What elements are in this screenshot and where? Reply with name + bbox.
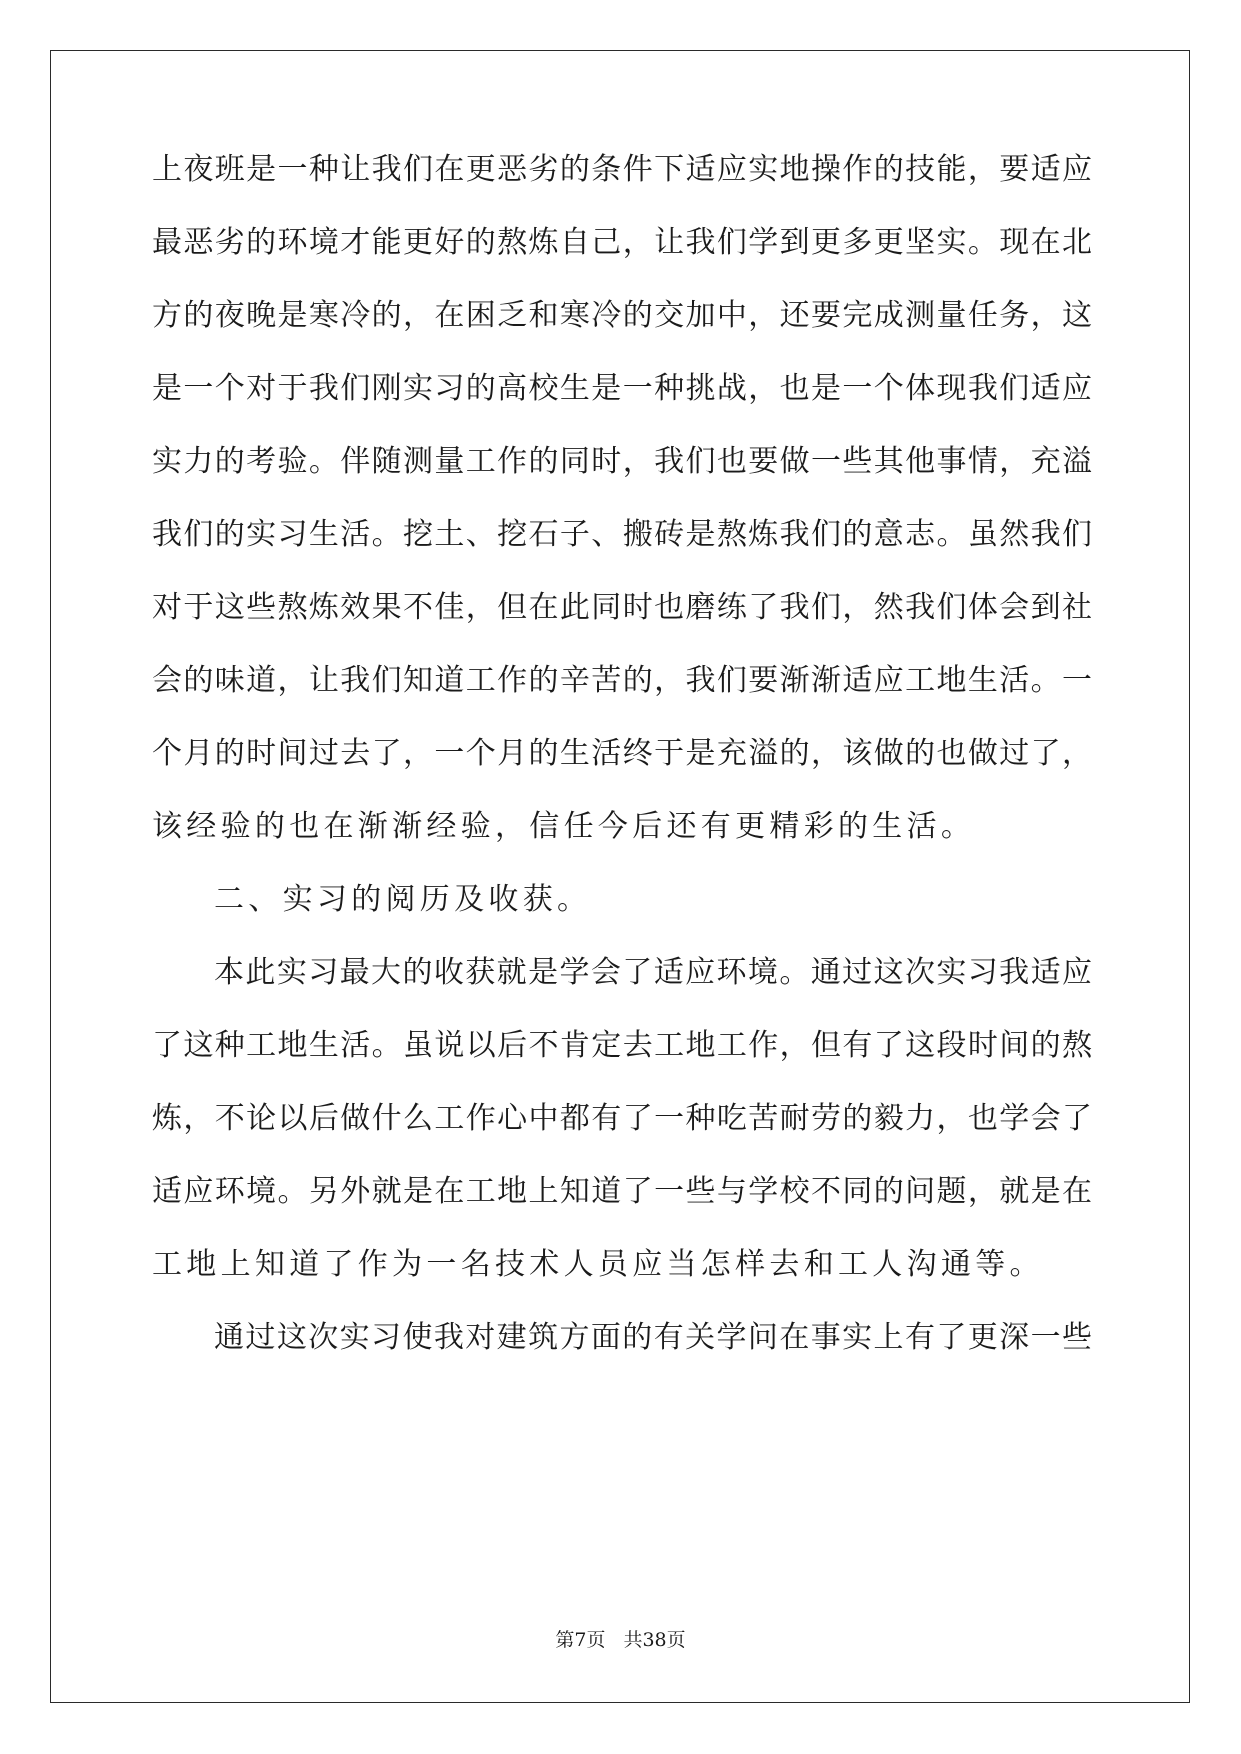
text-line: 最恶劣的环境才能更好的熬炼自己，让我们学到更多更坚实。现在北	[152, 225, 1092, 260]
text-line: 适应环境。另外就是在工地上知道了一些与学校不同的问题，就是在	[152, 1174, 1092, 1209]
text-line: 炼，不论以后做什么工作心中都有了一种吃苦耐劳的毅力，也学会了	[152, 1101, 1092, 1136]
text-line: 通过这次实习使我对建筑方面的有关学问在事实上有了更深一些	[214, 1320, 1092, 1355]
text-line: 是一个对于我们刚实习的高校生是一种挑战，也是一个体现我们适应	[152, 371, 1092, 406]
text-line: 实力的考验。伴随测量工作的同时，我们也要做一些其他事情，充溢	[152, 444, 1092, 479]
page-number: 第7页	[555, 1629, 606, 1651]
page-footer	[0, 1628, 1241, 1652]
text-line: 本此实习最大的收获就是学会了适应环境。通过这次实习我适应	[214, 955, 1092, 990]
text-line: 会的味道，让我们知道工作的辛苦的，我们要渐渐适应工地生活。一	[152, 663, 1092, 698]
text-line: 了这种工地生活。虽说以后不肯定去工地工作，但有了这段时间的熬	[152, 1028, 1092, 1063]
text-line: 对于这些熬炼效果不佳，但在此同时也磨练了我们，然我们体会到社	[152, 590, 1092, 625]
text-line: 方的夜晚是寒冷的，在困乏和寒冷的交加中，还要完成测量任务，这	[152, 298, 1092, 333]
text-line: 该经验的也在渐渐经验，信任今后还有更精彩的生活。	[152, 809, 976, 844]
section-heading: 二、实习的阅历及收获。	[214, 882, 592, 917]
text-line: 我们的实习生活。挖土、挖石子、搬砖是熬炼我们的意志。虽然我们	[152, 517, 1092, 552]
text-line: 个月的时间过去了，一个月的生活终于是充溢的，该做的也做过了，	[152, 736, 1092, 771]
text-line: 工地上知道了作为一名技术人员应当怎样去和工人沟通等。	[152, 1247, 1044, 1282]
text-line: 上夜班是一种让我们在更恶劣的条件下适应实地操作的技能，要适应	[152, 152, 1092, 187]
page-total: 共38页	[623, 1629, 686, 1651]
